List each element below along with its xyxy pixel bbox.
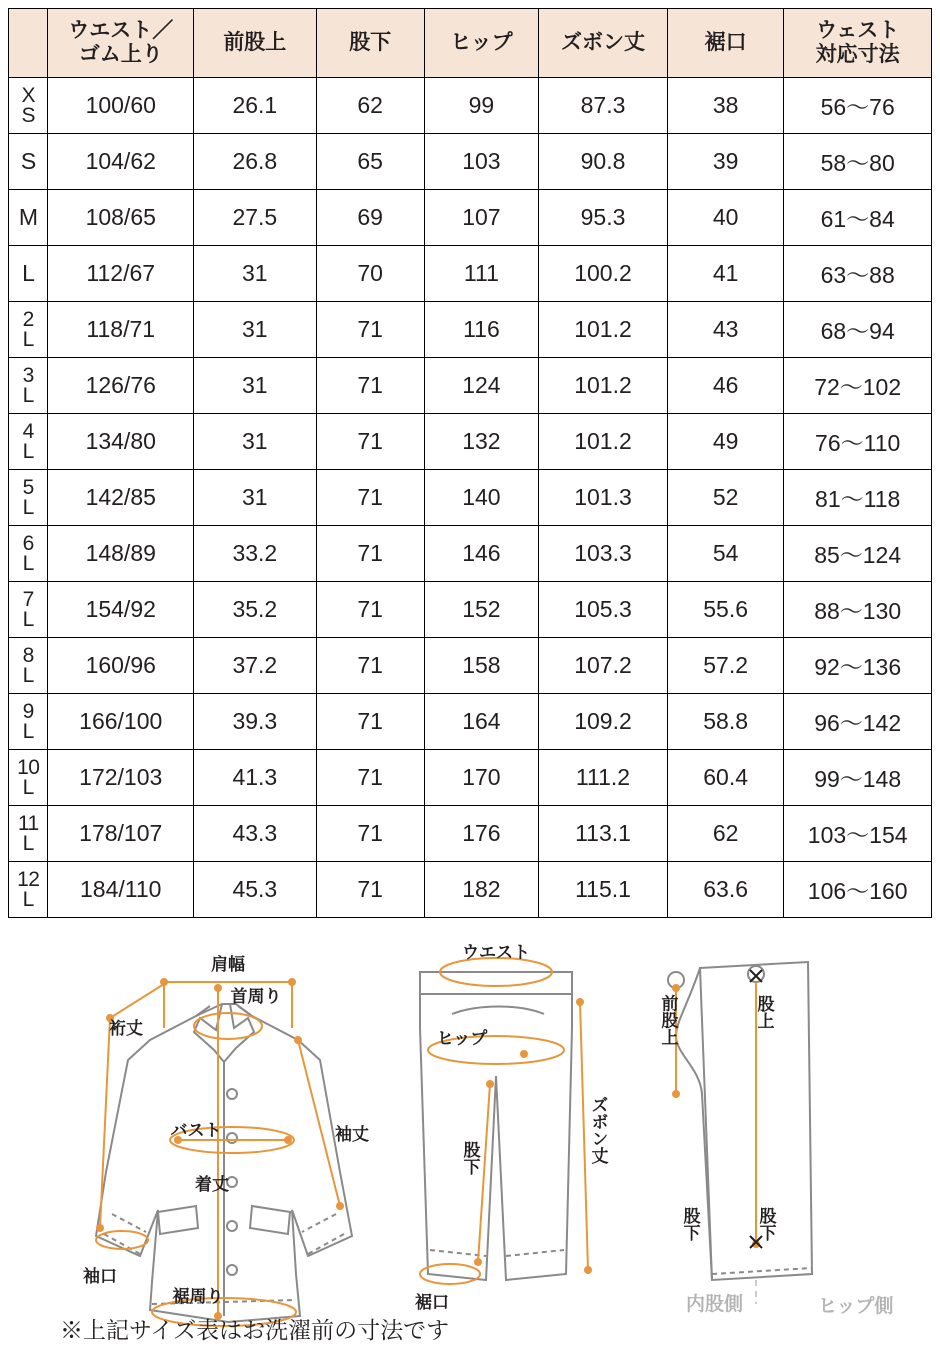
size-line-2: L: [22, 775, 34, 799]
header-cell-hem-opening: [667, 9, 783, 78]
header-cell-front-rise: [194, 9, 317, 78]
cell-pants-length: 101.2: [539, 302, 668, 358]
cell-front-rise: 26.8: [194, 134, 317, 190]
cell-front-rise: 26.1: [194, 78, 317, 134]
cell-size: M: [9, 190, 48, 246]
cell-front-rise: 31: [194, 470, 317, 526]
cell-size: [9, 302, 48, 358]
cell-hem-opening: 54: [667, 526, 783, 582]
table-row: [9, 78, 932, 134]
cell-waist: 108/65: [48, 190, 194, 246]
cell-hem-opening: 60.4: [667, 750, 783, 806]
size-line-1: 5: [22, 475, 34, 499]
cell-inseam: 65: [316, 134, 424, 190]
cell-hem-opening: 58.8: [667, 694, 783, 750]
size-line-2: L: [22, 663, 34, 687]
cell-hip: 146: [424, 526, 538, 582]
cell-hip: 99: [424, 78, 538, 134]
cell-waist-fit: 85〜124: [784, 526, 932, 582]
table-row: [9, 246, 932, 302]
cell-hem-opening: 40: [667, 190, 783, 246]
cell-waist: 148/89: [48, 526, 194, 582]
cell-inseam: 71: [316, 526, 424, 582]
cell-hem-opening: 41: [667, 246, 783, 302]
cell-inseam: 71: [316, 470, 424, 526]
cell-waist-fit: 68〜94: [784, 302, 932, 358]
cell-front-rise: 43.3: [194, 806, 317, 862]
size-line-2: L: [22, 383, 34, 407]
cell-pants-length: 90.8: [539, 134, 668, 190]
size-line-1: 4: [22, 419, 34, 443]
label-bust: バスト: [170, 1121, 222, 1140]
cell-waist-fit: 58〜80: [784, 134, 932, 190]
cell-inseam: 69: [316, 190, 424, 246]
label-neck: 首周り: [230, 987, 282, 1006]
table-row: [9, 750, 932, 806]
cell-hip: 164: [424, 694, 538, 750]
cell-hem-opening: 39: [667, 134, 783, 190]
cell-waist: 104/62: [48, 134, 194, 190]
cell-waist-fit: 76〜110: [784, 414, 932, 470]
cell-waist: 160/96: [48, 638, 194, 694]
cell-hip: 132: [424, 414, 538, 470]
cell-waist: 166/100: [48, 694, 194, 750]
cell-pants-length: 115.1: [539, 862, 668, 918]
cell-front-rise: 27.5: [194, 190, 317, 246]
cell-inseam: 71: [316, 694, 424, 750]
cell-waist-fit: 96〜142: [784, 694, 932, 750]
cell-waist: 154/92: [48, 582, 194, 638]
cell-inseam: 71: [316, 862, 424, 918]
cell-hip: 176: [424, 806, 538, 862]
cell-waist-fit: 103〜154: [784, 806, 932, 862]
cell-waist: 100/60: [48, 78, 194, 134]
cell-waist-fit: 92〜136: [784, 638, 932, 694]
cell-size: [9, 78, 48, 134]
cell-waist: 112/67: [48, 246, 194, 302]
header-cell-inseam: [316, 9, 424, 78]
cell-inseam: 71: [316, 358, 424, 414]
size-table-head: [9, 9, 932, 78]
cell-hip: 124: [424, 358, 538, 414]
cell-waist: 172/103: [48, 750, 194, 806]
cell-size: [9, 582, 48, 638]
header-line-1: ウェスト: [816, 18, 900, 42]
size-line-1: 7: [22, 587, 34, 611]
label-inseam-mark: 股下: [680, 1207, 700, 1241]
cell-pants-length: 111.2: [539, 750, 668, 806]
size-line-2: L: [22, 831, 34, 855]
cell-size: [9, 806, 48, 862]
cell-inseam: 71: [316, 750, 424, 806]
cell-pants-length: 107.2: [539, 638, 668, 694]
cell-waist: 178/107: [48, 806, 194, 862]
cell-front-rise: 31: [194, 358, 317, 414]
size-table-body: [9, 78, 932, 918]
cell-hip: 140: [424, 470, 538, 526]
label-hip-side: ヒップ側: [818, 1296, 894, 1317]
cell-front-rise: 45.3: [194, 862, 317, 918]
header-line-1: ウエスト／: [68, 18, 174, 42]
cell-inseam: 71: [316, 638, 424, 694]
table-row: [9, 638, 932, 694]
label-sleeve: 袖丈: [335, 1125, 369, 1144]
size-line-1: 8: [22, 643, 34, 667]
size-line-2: L: [22, 607, 34, 631]
header-line-1: 前股上: [223, 30, 287, 54]
size-line-2: S: [21, 103, 35, 127]
table-row: [9, 694, 932, 750]
cell-waist-fit: 99〜148: [784, 750, 932, 806]
cell-size: [9, 638, 48, 694]
label-length: 着丈: [195, 1175, 229, 1194]
cell-hip: 170: [424, 750, 538, 806]
cell-waist-fit: 106〜160: [784, 862, 932, 918]
cell-front-rise: 31: [194, 414, 317, 470]
label-hip: ヒップ: [436, 1029, 488, 1048]
label-waist: ウエスト: [462, 944, 530, 962]
cell-waist-fit: 88〜130: [784, 582, 932, 638]
table-row: [9, 862, 932, 918]
cell-size: [9, 414, 48, 470]
cell-hem-opening: 38: [667, 78, 783, 134]
size-line-2: L: [22, 495, 34, 519]
table-row: [9, 526, 932, 582]
size-table: [8, 8, 932, 918]
header-line-1: ズボン丈: [561, 30, 645, 54]
label-yuki: 裄丈: [109, 1019, 143, 1038]
table-row: [9, 582, 932, 638]
cell-pants-length: 100.2: [539, 246, 668, 302]
cell-pants-length: 101.3: [539, 470, 668, 526]
cell-hip: 103: [424, 134, 538, 190]
header-line-1: 裾口: [704, 30, 747, 54]
header-line-1: ヒップ: [450, 30, 513, 54]
cell-waist-fit: 81〜118: [784, 470, 932, 526]
header-line-1: 股下: [349, 30, 392, 54]
cell-hem-opening: 57.2: [667, 638, 783, 694]
label-pants-length: ズボン丈: [588, 1096, 608, 1164]
table-row: [9, 190, 932, 246]
cell-inseam: 71: [316, 582, 424, 638]
size-line-1: 12: [17, 867, 40, 891]
size-line-1: X: [21, 83, 35, 107]
cell-waist: 134/80: [48, 414, 194, 470]
cell-pants-length: 101.2: [539, 358, 668, 414]
cell-hip: 111: [424, 246, 538, 302]
header-cell-pants-length: [539, 9, 668, 78]
cell-inseam: 71: [316, 414, 424, 470]
size-line-1: 11: [17, 811, 39, 835]
table-row: [9, 302, 932, 358]
cell-hip: 182: [424, 862, 538, 918]
cell-pants-length: 109.2: [539, 694, 668, 750]
cell-hip: 107: [424, 190, 538, 246]
cell-hem-opening: 49: [667, 414, 783, 470]
cell-pants-length: 113.1: [539, 806, 668, 862]
size-line-1: 9: [22, 699, 34, 723]
label-inseam: 股下: [460, 1141, 480, 1175]
cell-front-rise: 41.3: [194, 750, 317, 806]
cell-waist: 184/110: [48, 862, 194, 918]
cell-hip: 152: [424, 582, 538, 638]
cell-waist-fit: 63〜88: [784, 246, 932, 302]
header-cell-hip: [424, 9, 538, 78]
header-line-2: 対応寸法: [815, 43, 900, 66]
cell-size: L: [9, 246, 48, 302]
header-cell-waist: [48, 9, 194, 78]
cell-waist-fit: 56〜76: [784, 78, 932, 134]
cell-waist: 142/85: [48, 470, 194, 526]
cell-hem-opening: 52: [667, 470, 783, 526]
cell-size: [9, 470, 48, 526]
table-row: [9, 470, 932, 526]
cell-hem-opening: 55.6: [667, 582, 783, 638]
label-shoulder: 肩幅: [211, 955, 245, 974]
size-line-1: 3: [22, 363, 34, 387]
cell-pants-length: 95.3: [539, 190, 668, 246]
cell-front-rise: 37.2: [194, 638, 317, 694]
size-line-1: 10: [17, 755, 40, 779]
cell-pants-length: 103.3: [539, 526, 668, 582]
size-line-2: L: [22, 439, 34, 463]
cell-size: [9, 862, 48, 918]
cell-size: S: [9, 134, 48, 190]
size-line-1: 6: [22, 531, 34, 555]
cell-front-rise: 35.2: [194, 582, 317, 638]
table-row: [9, 806, 932, 862]
size-line-2: L: [22, 327, 34, 351]
cell-waist: 118/71: [48, 302, 194, 358]
label-cuff: 袖口: [83, 1267, 117, 1286]
cell-pants-length: 101.2: [539, 414, 668, 470]
cell-front-rise: 33.2: [194, 526, 317, 582]
size-line-2: L: [22, 719, 34, 743]
cell-waist: 126/76: [48, 358, 194, 414]
cell-size: [9, 750, 48, 806]
cell-hem-opening: 46: [667, 358, 783, 414]
header-line-2: ゴム上り: [78, 43, 163, 66]
cell-size: [9, 526, 48, 582]
cell-hem-opening: 62: [667, 806, 783, 862]
cell-waist-fit: 72〜102: [784, 358, 932, 414]
cell-front-rise: 31: [194, 302, 317, 358]
cell-hem-opening: 43: [667, 302, 783, 358]
measurement-illustrations: [0, 944, 940, 1360]
cell-pants-length: 87.3: [539, 78, 668, 134]
cell-inseam: 71: [316, 302, 424, 358]
table-row: [9, 358, 932, 414]
label-hem: 裾周り: [172, 1287, 224, 1306]
size-line-2: L: [22, 887, 34, 911]
cell-inseam: 70: [316, 246, 424, 302]
table-row: [9, 134, 932, 190]
cell-pants-length: 105.3: [539, 582, 668, 638]
size-line-1: 2: [22, 307, 34, 331]
cell-size: [9, 358, 48, 414]
cell-hem-opening: 63.6: [667, 862, 783, 918]
footnote-text: ※上記サイズ表はお洗濯前の寸法です: [60, 1317, 450, 1343]
label-rise: 股上: [754, 995, 774, 1029]
cell-inseam: 71: [316, 806, 424, 862]
cell-front-rise: 31: [194, 246, 317, 302]
header-cell-size: [9, 9, 48, 78]
table-header-row: [9, 9, 932, 78]
cell-hip: 116: [424, 302, 538, 358]
cell-waist-fit: 61〜84: [784, 190, 932, 246]
label-hem-opening: 裾口: [415, 1293, 449, 1312]
cell-hip: 158: [424, 638, 538, 694]
cell-size: [9, 694, 48, 750]
header-cell-waist-fit: [784, 9, 932, 78]
size-line-2: L: [22, 551, 34, 575]
table-row: [9, 414, 932, 470]
cell-inseam: 62: [316, 78, 424, 134]
label-front-rise: 前股上: [658, 994, 678, 1046]
cell-front-rise: 39.3: [194, 694, 317, 750]
label-inseam-x: 股下: [756, 1207, 776, 1241]
label-inner-side: 内股側: [686, 1294, 744, 1315]
